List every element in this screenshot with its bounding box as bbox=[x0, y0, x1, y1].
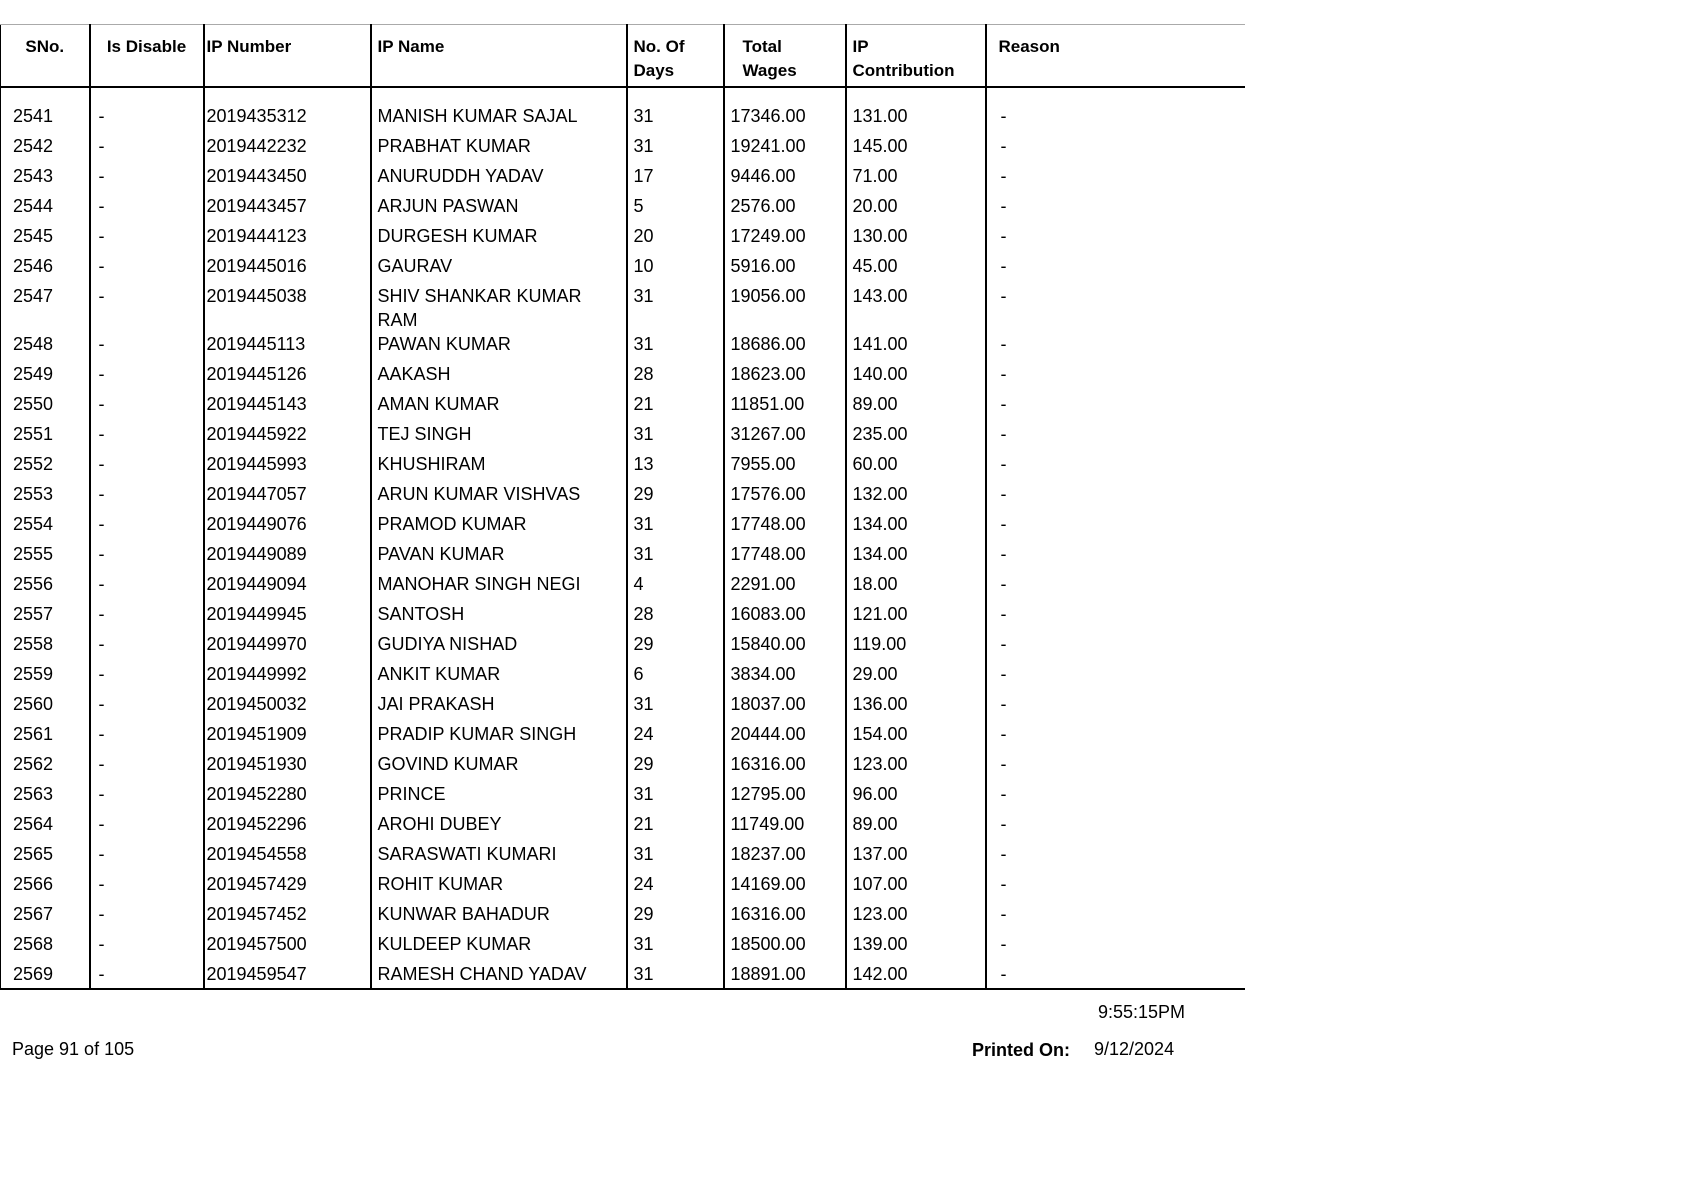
table-row bbox=[1, 362, 1245, 392]
cell-ip-contribution: 71.00 bbox=[846, 164, 986, 194]
cell-reason: - bbox=[986, 662, 1245, 692]
cell-total-wages: 18237.00 bbox=[724, 842, 846, 872]
table-row bbox=[1, 482, 1245, 512]
cell-no-of-days: 31 bbox=[627, 842, 724, 872]
cell-no-of-days: 31 bbox=[627, 962, 724, 989]
cell-is-disable: - bbox=[90, 134, 204, 164]
table-row bbox=[1, 752, 1245, 782]
cell-ip-name: MANOHAR SINGH NEGI bbox=[371, 572, 627, 602]
table-row bbox=[1, 632, 1245, 662]
cell-ip-number: 2019445016 bbox=[204, 254, 371, 284]
cell-no-of-days: 5 bbox=[627, 194, 724, 224]
cell-total-wages: 5916.00 bbox=[724, 254, 846, 284]
cell-ip-number: 2019443450 bbox=[204, 164, 371, 194]
cell-is-disable: - bbox=[90, 752, 204, 782]
cell-sno: 2542 bbox=[1, 134, 90, 164]
cell-ip-contribution: 154.00 bbox=[846, 722, 986, 752]
cell-ip-number: 2019451930 bbox=[204, 752, 371, 782]
cell-total-wages: 18037.00 bbox=[724, 692, 846, 722]
cell-is-disable: - bbox=[90, 662, 204, 692]
header-reason: Reason bbox=[986, 25, 1245, 88]
header-wages-line2: Wages bbox=[742, 61, 797, 80]
cell-sno: 2554 bbox=[1, 512, 90, 542]
cell-is-disable: - bbox=[90, 542, 204, 572]
cell-no-of-days: 4 bbox=[627, 572, 724, 602]
cell-sno: 2562 bbox=[1, 752, 90, 782]
cell-no-of-days: 31 bbox=[627, 332, 724, 362]
cell-reason: - bbox=[986, 254, 1245, 284]
cell-no-of-days: 17 bbox=[627, 164, 724, 194]
cell-sno: 2558 bbox=[1, 632, 90, 662]
cell-sno: 2560 bbox=[1, 692, 90, 722]
header-ip-name: IP Name bbox=[371, 25, 627, 88]
cell-ip-contribution: 136.00 bbox=[846, 692, 986, 722]
cell-ip-name: ROHIT KUMAR bbox=[371, 872, 627, 902]
cell-total-wages: 20444.00 bbox=[724, 722, 846, 752]
cell-sno: 2568 bbox=[1, 932, 90, 962]
cell-sno: 2541 bbox=[1, 104, 90, 134]
cell-total-wages: 11749.00 bbox=[724, 812, 846, 842]
cell-is-disable: - bbox=[90, 362, 204, 392]
cell-total-wages: 18500.00 bbox=[724, 932, 846, 962]
cell-ip-contribution: 60.00 bbox=[846, 452, 986, 482]
table-row bbox=[1, 842, 1245, 872]
cell-ip-number: 2019445038 bbox=[204, 284, 371, 332]
cell-is-disable: - bbox=[90, 812, 204, 842]
cell-sno: 2543 bbox=[1, 164, 90, 194]
cell-ip-number: 2019457452 bbox=[204, 902, 371, 932]
cell-ip-contribution: 20.00 bbox=[846, 194, 986, 224]
cell-ip-contribution: 134.00 bbox=[846, 542, 986, 572]
cell-ip-name: GAURAV bbox=[371, 254, 627, 284]
cell-ip-name: AMAN KUMAR bbox=[371, 392, 627, 422]
cell-is-disable: - bbox=[90, 722, 204, 752]
cell-ip-name: ARJUN PASWAN bbox=[371, 194, 627, 224]
cell-ip-name: ANKIT KUMAR bbox=[371, 662, 627, 692]
header-contribution-line2: Contribution bbox=[852, 61, 955, 80]
header-sno: SNo. bbox=[1, 25, 90, 88]
header-contribution-line1: IP bbox=[852, 37, 869, 56]
table-body bbox=[1, 87, 1245, 989]
cell-total-wages: 17576.00 bbox=[724, 482, 846, 512]
cell-ip-number: 2019445143 bbox=[204, 392, 371, 422]
cell-sno: 2565 bbox=[1, 842, 90, 872]
cell-ip-number: 2019449094 bbox=[204, 572, 371, 602]
header-row bbox=[1, 25, 1245, 88]
table-row bbox=[1, 332, 1245, 362]
cell-reason: - bbox=[986, 932, 1245, 962]
cell-is-disable: - bbox=[90, 284, 204, 332]
cell-ip-number: 2019454558 bbox=[204, 842, 371, 872]
cell-sno: 2559 bbox=[1, 662, 90, 692]
cell-ip-name: PAWAN KUMAR bbox=[371, 332, 627, 362]
cell-ip-contribution: 137.00 bbox=[846, 842, 986, 872]
cell-reason: - bbox=[986, 284, 1245, 332]
cell-total-wages: 3834.00 bbox=[724, 662, 846, 692]
cell-ip-contribution: 131.00 bbox=[846, 104, 986, 134]
cell-is-disable: - bbox=[90, 512, 204, 542]
table-row bbox=[1, 722, 1245, 752]
cell-no-of-days: 31 bbox=[627, 512, 724, 542]
cell-total-wages: 19056.00 bbox=[724, 284, 846, 332]
cell-ip-name: ARUN KUMAR VISHVAS bbox=[371, 482, 627, 512]
cell-is-disable: - bbox=[90, 782, 204, 812]
cell-sno: 2549 bbox=[1, 362, 90, 392]
table-row bbox=[1, 872, 1245, 902]
cell-ip-contribution: 121.00 bbox=[846, 602, 986, 632]
cell-no-of-days: 31 bbox=[627, 134, 724, 164]
cell-reason: - bbox=[986, 362, 1245, 392]
table-header bbox=[1, 25, 1245, 88]
cell-ip-name: ANURUDDH YADAV bbox=[371, 164, 627, 194]
cell-ip-contribution: 18.00 bbox=[846, 572, 986, 602]
table-row bbox=[1, 692, 1245, 722]
cell-is-disable: - bbox=[90, 422, 204, 452]
cell-reason: - bbox=[986, 134, 1245, 164]
cell-is-disable: - bbox=[90, 224, 204, 254]
printed-on-date: 9/12/2024 bbox=[1094, 1039, 1175, 1059]
cell-reason: - bbox=[986, 752, 1245, 782]
cell-ip-contribution: 123.00 bbox=[846, 752, 986, 782]
cell-ip-name: MANISH KUMAR SAJAL bbox=[371, 104, 627, 134]
header-days-line1: No. Of bbox=[633, 37, 685, 56]
cell-ip-name: KULDEEP KUMAR bbox=[371, 932, 627, 962]
cell-no-of-days: 31 bbox=[627, 284, 724, 332]
cell-ip-contribution: 143.00 bbox=[846, 284, 986, 332]
cell-reason: - bbox=[986, 812, 1245, 842]
cell-is-disable: - bbox=[90, 392, 204, 422]
cell-no-of-days: 31 bbox=[627, 104, 724, 134]
cell-reason: - bbox=[986, 422, 1245, 452]
cell-total-wages: 2576.00 bbox=[724, 194, 846, 224]
cell-ip-number: 2019450032 bbox=[204, 692, 371, 722]
cell-ip-contribution: 89.00 bbox=[846, 812, 986, 842]
cell-no-of-days: 29 bbox=[627, 482, 724, 512]
cell-ip-name: KUNWAR BAHADUR bbox=[371, 902, 627, 932]
cell-sno: 2544 bbox=[1, 194, 90, 224]
cell-total-wages: 17346.00 bbox=[724, 104, 846, 134]
cell-reason: - bbox=[986, 482, 1245, 512]
printed-on-label: Printed On: bbox=[972, 1040, 1070, 1060]
cell-ip-name: GUDIYA NISHAD bbox=[371, 632, 627, 662]
cell-ip-contribution: 130.00 bbox=[846, 224, 986, 254]
table-row bbox=[1, 134, 1245, 164]
cell-sno: 2555 bbox=[1, 542, 90, 572]
cell-total-wages: 7955.00 bbox=[724, 452, 846, 482]
cell-is-disable: - bbox=[90, 164, 204, 194]
cell-is-disable: - bbox=[90, 632, 204, 662]
cell-reason: - bbox=[986, 224, 1245, 254]
cell-no-of-days: 31 bbox=[627, 932, 724, 962]
cell-ip-name: DURGESH KUMAR bbox=[371, 224, 627, 254]
table-row bbox=[1, 962, 1245, 989]
cell-total-wages: 15840.00 bbox=[724, 632, 846, 662]
cell-no-of-days: 29 bbox=[627, 632, 724, 662]
cell-ip-number: 2019443457 bbox=[204, 194, 371, 224]
cell-total-wages: 9446.00 bbox=[724, 164, 846, 194]
cell-total-wages: 17748.00 bbox=[724, 542, 846, 572]
cell-no-of-days: 28 bbox=[627, 362, 724, 392]
cell-is-disable: - bbox=[90, 872, 204, 902]
cell-sno: 2548 bbox=[1, 332, 90, 362]
cell-ip-contribution: 123.00 bbox=[846, 902, 986, 932]
cell-ip-name: JAI PRAKASH bbox=[371, 692, 627, 722]
cell-ip-name: AAKASH bbox=[371, 362, 627, 392]
header-is-disable: Is Disable bbox=[90, 25, 204, 88]
cell-total-wages: 16316.00 bbox=[724, 902, 846, 932]
table-row bbox=[1, 392, 1245, 422]
cell-sno: 2564 bbox=[1, 812, 90, 842]
cell-no-of-days: 10 bbox=[627, 254, 724, 284]
cell-reason: - bbox=[986, 902, 1245, 932]
cell-is-disable: - bbox=[90, 692, 204, 722]
cell-sno: 2553 bbox=[1, 482, 90, 512]
header-days-line2: Days bbox=[633, 61, 675, 80]
cell-ip-number: 2019445126 bbox=[204, 362, 371, 392]
table-row bbox=[1, 284, 1245, 332]
cell-total-wages: 18623.00 bbox=[724, 362, 846, 392]
table-row bbox=[1, 932, 1245, 962]
cell-ip-number: 2019449089 bbox=[204, 542, 371, 572]
cell-ip-number: 2019451909 bbox=[204, 722, 371, 752]
cell-ip-number: 2019457429 bbox=[204, 872, 371, 902]
table-row bbox=[1, 254, 1245, 284]
cell-is-disable: - bbox=[90, 452, 204, 482]
cell-is-disable: - bbox=[90, 104, 204, 134]
cell-ip-contribution: 107.00 bbox=[846, 872, 986, 902]
cell-ip-number: 2019452280 bbox=[204, 782, 371, 812]
cell-total-wages: 17249.00 bbox=[724, 224, 846, 254]
cell-is-disable: - bbox=[90, 902, 204, 932]
cell-ip-number: 2019459547 bbox=[204, 962, 371, 989]
cell-sno: 2566 bbox=[1, 872, 90, 902]
cell-ip-number: 2019447057 bbox=[204, 482, 371, 512]
cell-ip-number: 2019445922 bbox=[204, 422, 371, 452]
cell-no-of-days: 31 bbox=[627, 782, 724, 812]
contribution-table bbox=[0, 24, 1245, 990]
cell-ip-name: KHUSHIRAM bbox=[371, 452, 627, 482]
table-row bbox=[1, 902, 1245, 932]
cell-total-wages: 18686.00 bbox=[724, 332, 846, 362]
cell-total-wages: 17748.00 bbox=[724, 512, 846, 542]
cell-sno: 2547 bbox=[1, 284, 90, 332]
cell-is-disable: - bbox=[90, 842, 204, 872]
cell-is-disable: - bbox=[90, 194, 204, 224]
cell-reason: - bbox=[986, 782, 1245, 812]
table-row bbox=[1, 164, 1245, 194]
cell-ip-contribution: 132.00 bbox=[846, 482, 986, 512]
cell-sno: 2567 bbox=[1, 902, 90, 932]
cell-is-disable: - bbox=[90, 602, 204, 632]
contribution-table-container bbox=[0, 24, 1244, 990]
cell-total-wages: 12795.00 bbox=[724, 782, 846, 812]
cell-reason: - bbox=[986, 542, 1245, 572]
cell-total-wages: 14169.00 bbox=[724, 872, 846, 902]
cell-no-of-days: 24 bbox=[627, 722, 724, 752]
cell-reason: - bbox=[986, 962, 1245, 989]
printed-time: 9:55:15PM bbox=[1098, 1002, 1186, 1022]
spacer-row bbox=[1, 87, 1245, 104]
cell-no-of-days: 29 bbox=[627, 752, 724, 782]
cell-ip-contribution: 142.00 bbox=[846, 962, 986, 989]
cell-no-of-days: 20 bbox=[627, 224, 724, 254]
cell-ip-contribution: 141.00 bbox=[846, 332, 986, 362]
cell-is-disable: - bbox=[90, 962, 204, 989]
table-row bbox=[1, 194, 1245, 224]
cell-total-wages: 18891.00 bbox=[724, 962, 846, 989]
cell-sno: 2557 bbox=[1, 602, 90, 632]
cell-ip-name: PRABHAT KUMAR bbox=[371, 134, 627, 164]
cell-is-disable: - bbox=[90, 254, 204, 284]
cell-total-wages: 16083.00 bbox=[724, 602, 846, 632]
cell-no-of-days: 24 bbox=[627, 872, 724, 902]
cell-ip-number: 2019445993 bbox=[204, 452, 371, 482]
cell-ip-number: 2019452296 bbox=[204, 812, 371, 842]
cell-ip-contribution: 89.00 bbox=[846, 392, 986, 422]
cell-sno: 2563 bbox=[1, 782, 90, 812]
table-row bbox=[1, 224, 1245, 254]
cell-sno: 2561 bbox=[1, 722, 90, 752]
cell-no-of-days: 31 bbox=[627, 422, 724, 452]
cell-sno: 2552 bbox=[1, 452, 90, 482]
cell-ip-contribution: 140.00 bbox=[846, 362, 986, 392]
cell-ip-contribution: 96.00 bbox=[846, 782, 986, 812]
cell-is-disable: - bbox=[90, 572, 204, 602]
header-ip-contribution bbox=[846, 25, 986, 88]
cell-ip-contribution: 235.00 bbox=[846, 422, 986, 452]
cell-total-wages: 11851.00 bbox=[724, 392, 846, 422]
table-row bbox=[1, 812, 1245, 842]
cell-reason: - bbox=[986, 722, 1245, 752]
cell-ip-number: 2019449945 bbox=[204, 602, 371, 632]
cell-ip-number: 2019444123 bbox=[204, 224, 371, 254]
cell-reason: - bbox=[986, 512, 1245, 542]
cell-ip-name: PRAMOD KUMAR bbox=[371, 512, 627, 542]
cell-no-of-days: 6 bbox=[627, 662, 724, 692]
table-row bbox=[1, 452, 1245, 482]
header-no-of-days bbox=[627, 25, 724, 88]
table-row bbox=[1, 572, 1245, 602]
cell-ip-contribution: 134.00 bbox=[846, 512, 986, 542]
table-row bbox=[1, 104, 1245, 134]
cell-ip-name: SARASWATI KUMARI bbox=[371, 842, 627, 872]
table-row bbox=[1, 662, 1245, 692]
cell-reason: - bbox=[986, 692, 1245, 722]
cell-reason: - bbox=[986, 572, 1245, 602]
cell-ip-name: PRADIP KUMAR SINGH bbox=[371, 722, 627, 752]
cell-is-disable: - bbox=[90, 482, 204, 512]
cell-sno: 2551 bbox=[1, 422, 90, 452]
cell-no-of-days: 13 bbox=[627, 452, 724, 482]
cell-ip-number: 2019449992 bbox=[204, 662, 371, 692]
cell-total-wages: 2291.00 bbox=[724, 572, 846, 602]
cell-ip-contribution: 139.00 bbox=[846, 932, 986, 962]
cell-ip-name: SHIV SHANKAR KUMAR RAM bbox=[371, 284, 627, 332]
cell-ip-number: 2019435312 bbox=[204, 104, 371, 134]
cell-sno: 2550 bbox=[1, 392, 90, 422]
cell-ip-name: RAMESH CHAND YADAV bbox=[371, 962, 627, 989]
cell-reason: - bbox=[986, 194, 1245, 224]
cell-is-disable: - bbox=[90, 932, 204, 962]
cell-ip-name: PRINCE bbox=[371, 782, 627, 812]
cell-no-of-days: 31 bbox=[627, 692, 724, 722]
cell-ip-contribution: 45.00 bbox=[846, 254, 986, 284]
table-row bbox=[1, 782, 1245, 812]
header-total-wages bbox=[724, 25, 846, 88]
cell-total-wages: 19241.00 bbox=[724, 134, 846, 164]
cell-ip-contribution: 29.00 bbox=[846, 662, 986, 692]
cell-ip-contribution: 119.00 bbox=[846, 632, 986, 662]
table-row bbox=[1, 422, 1245, 452]
cell-reason: - bbox=[986, 332, 1245, 362]
cell-reason: - bbox=[986, 632, 1245, 662]
cell-no-of-days: 21 bbox=[627, 392, 724, 422]
cell-reason: - bbox=[986, 104, 1245, 134]
cell-sno: 2556 bbox=[1, 572, 90, 602]
cell-ip-name: AROHI DUBEY bbox=[371, 812, 627, 842]
cell-ip-name: PAVAN KUMAR bbox=[371, 542, 627, 572]
cell-ip-name: TEJ SINGH bbox=[371, 422, 627, 452]
cell-sno: 2569 bbox=[1, 962, 90, 989]
cell-ip-number: 2019445113 bbox=[204, 332, 371, 362]
cell-total-wages: 16316.00 bbox=[724, 752, 846, 782]
cell-is-disable: - bbox=[90, 332, 204, 362]
table-row bbox=[1, 542, 1245, 572]
cell-total-wages: 31267.00 bbox=[724, 422, 846, 452]
cell-ip-number: 2019442232 bbox=[204, 134, 371, 164]
cell-reason: - bbox=[986, 392, 1245, 422]
table-row bbox=[1, 512, 1245, 542]
cell-ip-number: 2019457500 bbox=[204, 932, 371, 962]
cell-ip-number: 2019449076 bbox=[204, 512, 371, 542]
cell-ip-number: 2019449970 bbox=[204, 632, 371, 662]
cell-no-of-days: 21 bbox=[627, 812, 724, 842]
header-ip-number: IP Number bbox=[204, 25, 371, 88]
cell-ip-name: GOVIND KUMAR bbox=[371, 752, 627, 782]
cell-sno: 2546 bbox=[1, 254, 90, 284]
cell-reason: - bbox=[986, 452, 1245, 482]
cell-no-of-days: 31 bbox=[627, 542, 724, 572]
cell-sno: 2545 bbox=[1, 224, 90, 254]
cell-ip-name: SANTOSH bbox=[371, 602, 627, 632]
cell-reason: - bbox=[986, 602, 1245, 632]
cell-no-of-days: 29 bbox=[627, 902, 724, 932]
page-number: Page 91 of 105 bbox=[12, 1039, 135, 1059]
cell-reason: - bbox=[986, 872, 1245, 902]
cell-reason: - bbox=[986, 164, 1245, 194]
cell-reason: - bbox=[986, 842, 1245, 872]
table-row bbox=[1, 602, 1245, 632]
header-wages-line1: Total bbox=[742, 37, 782, 56]
cell-ip-contribution: 145.00 bbox=[846, 134, 986, 164]
cell-no-of-days: 28 bbox=[627, 602, 724, 632]
